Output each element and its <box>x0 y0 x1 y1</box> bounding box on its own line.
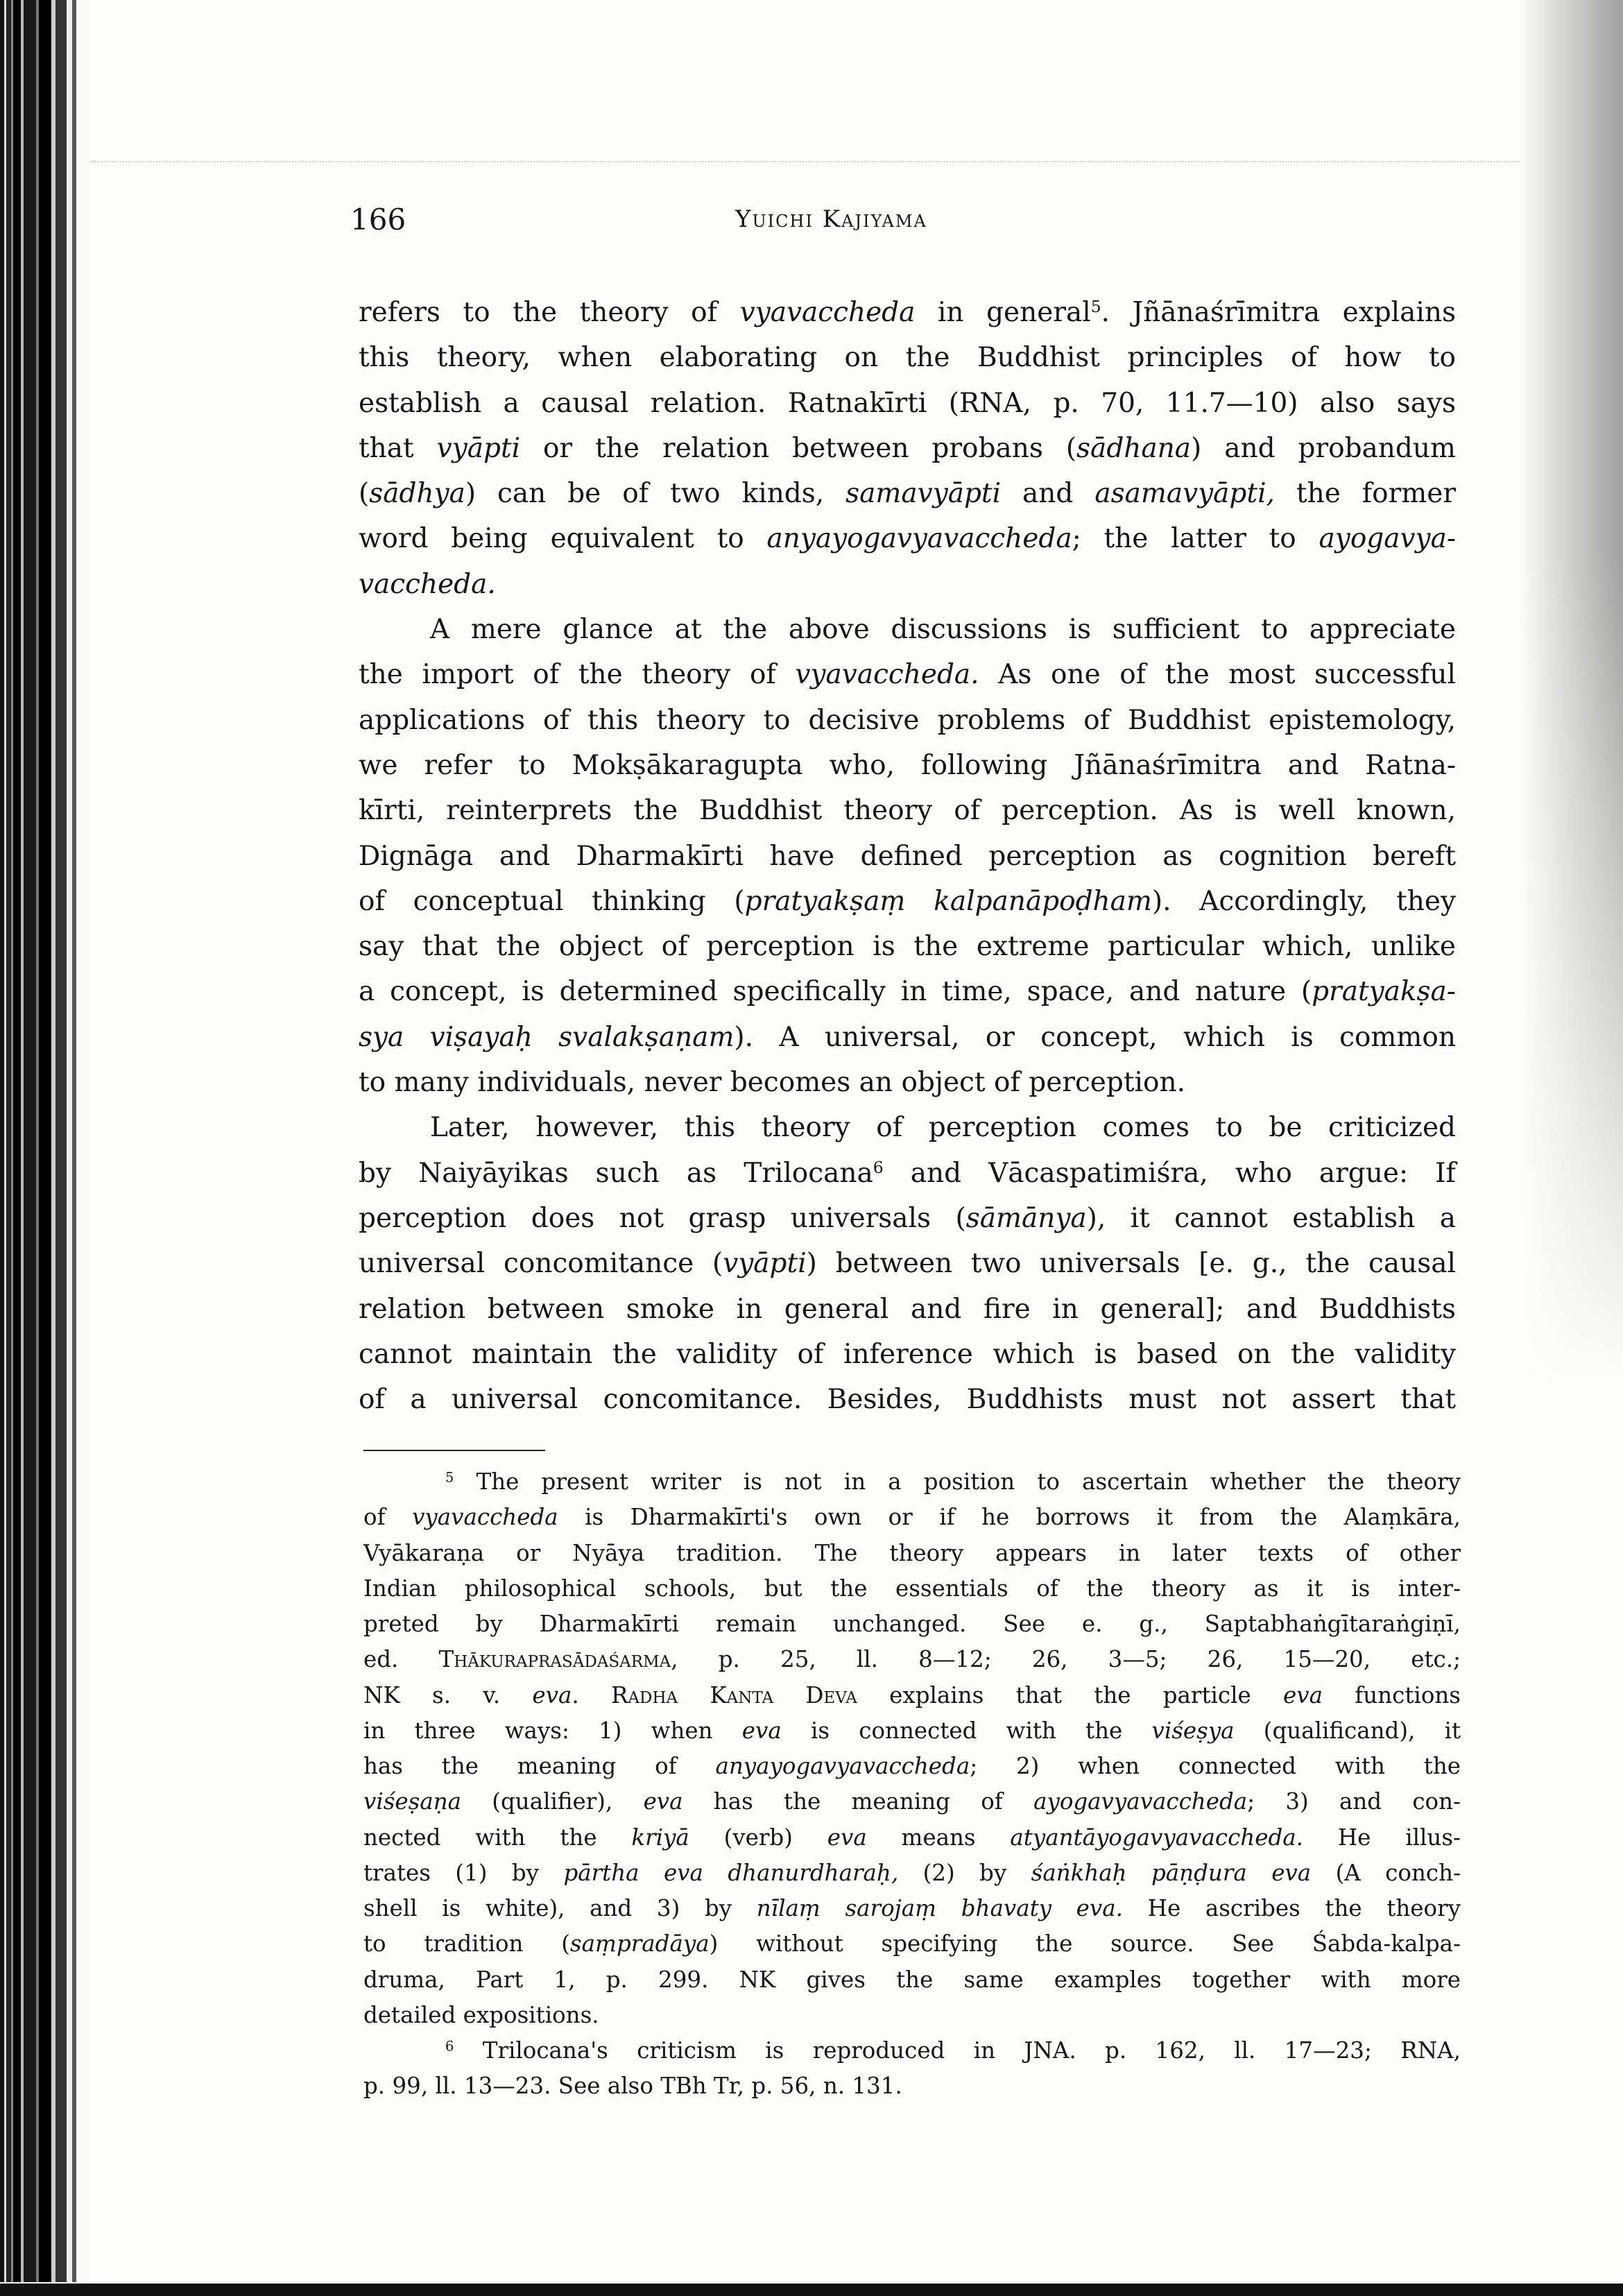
body-line <box>359 516 1456 561</box>
text-run: has the meaning of <box>682 1788 1034 1815</box>
footnote-line <box>363 1571 1461 1607</box>
text-run: of <box>363 1504 413 1531</box>
footnote-line <box>363 1500 1461 1535</box>
text-run: in general <box>915 297 1091 328</box>
body-line <box>359 1332 1456 1377</box>
italic-term: eva <box>643 1788 683 1815</box>
text-run: ). Accordingly, they <box>1151 885 1456 917</box>
text-run: to many individuals, never becomes an object of perception. <box>359 1067 1185 1099</box>
italic-term: kriyā <box>631 1824 689 1851</box>
text-run: (qualificand), it <box>1234 1717 1461 1744</box>
footnotes <box>363 1464 1461 2105</box>
body-line <box>359 1060 1456 1105</box>
italic-term: sāmānya <box>965 1202 1087 1234</box>
text-run: universal concomitance ( <box>359 1248 723 1280</box>
footnote-line <box>363 2033 1461 2068</box>
italic-term: pārtha eva dhanurdharaḥ, <box>563 1859 899 1886</box>
text-run: A mere glance at the above discussions is sufficient to appreciate <box>430 614 1456 646</box>
text-run: (A conch- <box>1311 1859 1461 1886</box>
text-run: in three ways: 1) when <box>363 1717 742 1744</box>
text-run: Thākuraprasādaśarma <box>438 1646 671 1673</box>
italic-term: ayogavyavaccheda <box>1033 1788 1248 1815</box>
text-run: relation between smoke in general and fire in general]; and Buddhists <box>359 1293 1456 1325</box>
text-run: trates (1) by <box>363 1859 564 1886</box>
italic-term: samavyāpti <box>845 478 1002 510</box>
italic-term: śaṅkhaḥ pāṇḍura eva <box>1031 1859 1312 1886</box>
text-run: Dignāga and Dharmakīrti have defined perception as cognition bereft <box>359 840 1456 872</box>
text-run: explains that the particle <box>857 1681 1284 1708</box>
body-line <box>359 698 1456 743</box>
text-run: . <box>572 1681 611 1708</box>
body-line <box>359 834 1456 879</box>
text-run: ) between two universals [e. g., the causal <box>806 1248 1456 1280</box>
footnote-marker: 5 <box>445 1469 454 1486</box>
text-run: ; 3) and con- <box>1247 1788 1461 1815</box>
text-run: Trilocana's criticism is reproduced in JNA. p. 162, ll. 17—23; RNA, <box>454 2037 1461 2064</box>
body-line <box>359 924 1456 969</box>
body-line <box>359 471 1456 516</box>
footnote-line <box>363 1713 1461 1749</box>
body-line <box>359 743 1456 788</box>
body-line <box>359 1105 1456 1150</box>
footnote-separator <box>363 1450 545 1451</box>
body-line <box>359 290 1456 335</box>
italic-term: viśeṣya <box>1151 1717 1235 1744</box>
text-run: . Jñānaśrīmitra explains <box>1101 297 1457 328</box>
footnote-line <box>363 1784 1461 1819</box>
body-line <box>359 381 1456 426</box>
scan-bottom-edge <box>0 2284 1623 2296</box>
text-run: kīrti, reinterprets the Buddhist theory of perception. As is well known, <box>359 795 1456 827</box>
text-run: NK s. v. <box>363 1681 533 1708</box>
text-run: Vyākaraṇa or Nyāya tradition. The theory appears in later texts of other <box>363 1539 1461 1566</box>
running-head-author: Yuichi Kajiyama <box>735 205 927 233</box>
italic-term: pratyakṣaṃ kalpanāpoḍham <box>744 885 1152 917</box>
body-line <box>359 1151 1456 1196</box>
footnote-marker: 5 <box>1090 297 1101 317</box>
footnote-line <box>363 1678 1461 1713</box>
text-run: the import of the theory of <box>359 659 796 691</box>
text-run: is Dharmakīrti's own or if he borrows it from the Alaṃkāra, <box>558 1504 1461 1531</box>
body-line <box>359 652 1456 697</box>
text-run: ) and probandum <box>1191 432 1456 464</box>
italic-term: eva <box>1283 1681 1323 1708</box>
footnote-line <box>363 1820 1461 1856</box>
text-run: Indian philosophical schools, but the essentials of the theory as it is inter- <box>363 1575 1461 1602</box>
text-run: and <box>1001 478 1095 510</box>
text-run: to tradition ( <box>363 1930 570 1957</box>
text-run: is connected with the <box>781 1717 1152 1744</box>
text-run: ( <box>359 478 370 510</box>
text-run: Radha Kanta Deva <box>610 1681 857 1708</box>
italic-term: nīlaṃ sarojaṃ bhavaty eva. <box>756 1895 1123 1921</box>
italic-term: sādhya <box>369 478 465 510</box>
text-run: say that the object of perception is the extreme particular which, unlike <box>359 931 1456 963</box>
footnote-line <box>363 1856 1461 1891</box>
body-line <box>359 562 1456 607</box>
text-run: a concept, is determined specifically in time, space, and nature ( <box>359 976 1312 1008</box>
text-run: word being equivalent to <box>359 523 767 555</box>
text-run: (2) by <box>898 1859 1031 1886</box>
text-run: of a universal concomitance. Besides, Buddhists must not assert that <box>359 1384 1456 1416</box>
text-run: druma, Part 1, p. 299. NK gives the same examples together with more <box>363 1966 1461 1993</box>
text-run: (qualifier), <box>461 1788 644 1815</box>
text-run: the former <box>1274 478 1456 510</box>
scan-dotted-artifact <box>90 161 1519 162</box>
text-run: that <box>359 432 437 464</box>
italic-term: asamavyāpti, <box>1094 478 1275 510</box>
text-run: preted by Dharmakīrti remain unchanged. See e. g., Saptabhaṅgītaraṅgiṇī, <box>363 1611 1461 1637</box>
text-run: functions <box>1323 1681 1461 1708</box>
body-line <box>359 1015 1456 1060</box>
text-run: ; 2) when connected with the <box>970 1753 1461 1779</box>
italic-term: vyāpti <box>436 432 521 464</box>
text-run: ) without specifying the source. See Śabda-kalpa- <box>709 1930 1461 1957</box>
text-run: ), it cannot establish a <box>1086 1202 1456 1234</box>
body-line <box>359 1287 1456 1332</box>
italic-term: atyantāyogavyavaccheda. <box>1010 1824 1303 1851</box>
scan-binding-edge <box>0 0 90 2282</box>
text-run: shell is white), and 3) by <box>363 1895 757 1921</box>
text-run: or the relation between probans ( <box>520 432 1077 464</box>
italic-term: ayogavya- <box>1319 523 1457 555</box>
italic-term: sādhana <box>1076 432 1192 464</box>
text-run: ) can be of two kinds, <box>465 478 846 510</box>
italic-term: anyayogavyavaccheda <box>715 1753 970 1779</box>
body-line <box>359 426 1456 471</box>
text-run: has the meaning of <box>363 1753 716 1779</box>
text-run: nected with the <box>363 1824 632 1851</box>
body-line <box>359 1241 1456 1286</box>
body-line <box>359 788 1456 833</box>
text-run: He ascribes the theory <box>1122 1895 1461 1921</box>
text-run: The present writer is not in a position to ascertain whether the theory <box>454 1468 1461 1495</box>
text-run: refers to the theory of <box>359 297 740 328</box>
footnote-line <box>363 2068 1461 2104</box>
text-run: Later, however, this theory of perception comes to be criticized <box>430 1112 1456 1144</box>
text-run: detailed expositions. <box>363 2001 599 2028</box>
italic-term: vyavaccheda <box>412 1504 558 1531</box>
italic-term: pratyakṣa- <box>1312 976 1456 1008</box>
footnote-line <box>363 1642 1461 1677</box>
body-line <box>359 1377 1456 1422</box>
italic-term: vaccheda. <box>359 568 496 600</box>
body-line <box>359 607 1456 652</box>
body-line <box>359 335 1456 380</box>
text-run: ). A universal, or concept, which is common <box>734 1021 1456 1053</box>
text-run: of conceptual thinking ( <box>359 885 745 917</box>
italic-term: saṃpradāya <box>569 1930 710 1957</box>
footnote-line <box>363 1998 1461 2033</box>
footnote-line <box>363 1607 1461 1642</box>
text-run: (verb) <box>689 1824 827 1851</box>
text-run: means <box>866 1824 1011 1851</box>
text-run: perception does not grasp universals ( <box>359 1202 966 1234</box>
footnote-line <box>363 1749 1461 1784</box>
footnote-line <box>363 1464 1461 1500</box>
text-run: p. 99, ll. 13—23. See also TBh Tr, p. 56, n. 131. <box>363 2073 902 2100</box>
italic-term: sya viṣayaḥ svalakṣaṇam <box>359 1021 735 1053</box>
scan-page-edge-shadow <box>1519 0 1623 1387</box>
italic-term: vyavaccheda. <box>795 659 979 691</box>
text-run: applications of this theory to decisive problems of Buddhist epistemology, <box>359 704 1456 736</box>
body-line <box>359 969 1456 1014</box>
text-run: ed. <box>363 1646 439 1673</box>
text-run: cannot maintain the validity of inference which is based on the validity <box>359 1338 1456 1370</box>
italic-term: vyavaccheda <box>739 297 916 328</box>
text-run: this theory, when elaborating on the Buddhist principles of how to <box>359 342 1456 374</box>
footnote-marker: 6 <box>873 1157 884 1177</box>
body-line <box>359 1196 1456 1241</box>
body-text <box>359 290 1456 1422</box>
italic-term: eva <box>741 1717 782 1744</box>
italic-term: anyayogavyavaccheda <box>766 523 1072 555</box>
footnote-line <box>363 1536 1461 1571</box>
page-number: 166 <box>350 203 406 237</box>
text-run: As one of the most successful <box>979 659 1456 691</box>
italic-term: viśeṣaṇa <box>363 1788 462 1815</box>
italic-term: vyāpti <box>723 1248 807 1280</box>
footnote-line <box>363 1891 1461 1926</box>
footnote-marker: 6 <box>445 2038 454 2055</box>
text-run: establish a causal relation. Ratnakīrti (RNA, p. 70, 11.7—10) also says <box>359 387 1456 419</box>
text-run: He illus- <box>1303 1824 1461 1851</box>
italic-term: eva <box>532 1681 572 1708</box>
body-line <box>359 879 1456 924</box>
text-run: ; the latter to <box>1072 523 1319 555</box>
text-run: , p. 25, ll. 8—12; 26, 3—5; 26, 15—20, etc.; <box>671 1646 1461 1673</box>
text-run: by Naiyāyikas such as Trilocana <box>359 1157 873 1189</box>
text-run: and Vācaspatimiśra, who argue: If <box>883 1157 1456 1189</box>
footnote-line <box>363 1962 1461 1998</box>
italic-term: eva <box>827 1824 867 1851</box>
text-run: we refer to Mokṣākaragupta who, following Jñānaśrīmitra and Ratna- <box>359 749 1456 781</box>
footnote-line <box>363 1926 1461 1962</box>
